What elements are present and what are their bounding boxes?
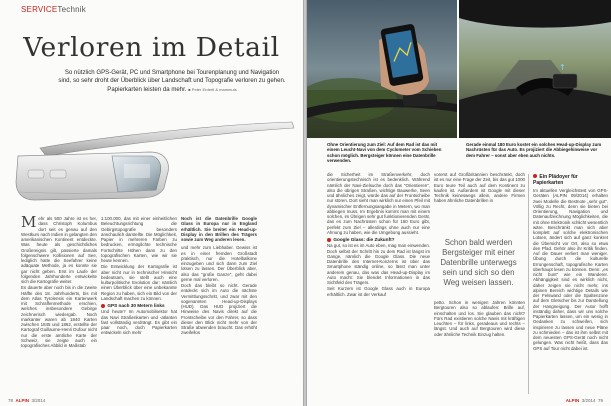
page-title: Verloren im Detail: [23, 32, 280, 63]
paragraph: [21, 216, 97, 284]
body-column-2: [101, 216, 177, 392]
sidebar-box: [528, 174, 607, 394]
bullet-icon: [101, 304, 105, 308]
paragraph: Die Entwicklung der Kartografie ist aber nicht nur in technischer Hinsicht bedeutsam, sie stellt auch eine kulturpolitische Evolution dar: nämlich einen Überblick über eine unbekannte Region zu haben, sich ein Bild von der Landschaft machen zu können.: [101, 264, 177, 301]
paragraph: vorerst auf Großbritannien beschränkt, doch ist es nur eine Frage der Zeit, bis das gut 1000 Euro teure Teil auch auf dem Kontinent zu kaufen ist. Außerdem ist Google mit dieser Technik keineswegs allein, andere Firmen haben ähnliche Datenbrillen in: [434, 172, 525, 204]
magazine-logo: ALPIN: [15, 398, 30, 403]
credit-text: Peter Erdertl & mammuts: [191, 86, 237, 92]
body-column-2-bottom: [434, 300, 525, 394]
bar-mount: [403, 94, 437, 106]
paragraph: Im aktuellen Vergleichstest von GPS-Geräten (ALPIN 09/2014) erhalten zwei Modelle die Bestnote „sehr gut". Völlig zu Recht, denn sie bieten bei Orientierung, Navigation und Datenaufzeichnung Möglichkeiten, die mit ohne Elektronik schlicht wesentlich wäre. Beschränkt man sich aber komplett auf solche elektronischen Lotsen, ändert sich auf ganz konkret die Übersicht vor Ort, also so etwa den Pfad. Gehör also ihr Kritik finden. Auf die Dauer verliert man weniger. Übung durch die kulturelle Errungenschaft, topografische Karten überhaupt lesen zu können. Denn: „es nicht bunt" wie ein Wanderer. Abhängigkeit sind es wirklich nicht, daher zeigen sie nicht mehr, ins alpinen Bereich wichtige Details wie der Felswand oder die Spaltenzone auf dem Gletscher bis zur Darstellung der Hangneigung. Der Autor hofft inständig daher, dass wir uns solche Papierkarten lassen, um ein wenig in Gedanken zu schweifen, sich inspirieren zu lassen und neue Pläne zu schmieden – das ist ihm selbst mit dem neuesten GPS-Gerät noch nicht gelungen. Was nicht heißt, dass das GPS auf Tour nicht dabei ist.: [533, 188, 608, 351]
body-column-1: [21, 216, 97, 392]
subheading: [327, 237, 430, 242]
hud-device: [553, 74, 577, 88]
body-column-2-top: [434, 172, 525, 234]
subheading-text: GPS nach 30 Metern links: [107, 303, 165, 308]
lead-text: So nützlich GPS-Gerät, PC und Smartphone bei Tourenplanung und Navigation sind, so sehr droht der Überblick über Landschaft und Topografie verloren zu gehen. Papierkarten leisten da mehr.: [58, 69, 286, 93]
paragraph: Na gut, so ist es im Auto eben, mag man einwenden. Doch selbst der Schritt hin zu dem Rad ist längst im Gange, nämlich die Google Glass. Die neue Datenbrille des Internet-Konzerns ist über das Smartphone ständig online, so lässt man unter anderem genau, das was das Head-up-Display im Auto macht: Sie blendet Informationen in das Sichtfeld des Trägers.: [327, 243, 430, 285]
magazine-logo: ALPIN: [565, 398, 580, 403]
sidebar-text-block: [533, 188, 608, 396]
right-page: [307, 0, 611, 406]
image-caption: Noch ist die Datenbrille Google Glass in Europa nur in England erhältlich. Sie breitet ein Head-up-Display in den Brillen des Trägers sowie zum Weg anderen lesen.: [181, 216, 257, 242]
body-column-1: [327, 172, 430, 394]
issue-number: 3/2014: [581, 398, 596, 403]
caption-text: Gerade einmal 180 Euro kostet ein solches Head-up-Display zum Nachrüsten für das Auto. Es projiziert die Abbiegehinweise vor dem Fahrer – sonst aber eben auch nichts.: [466, 142, 602, 158]
paragraph: petto. Schon in wenigen Jahren könnten Bergtouren also so ablaufen: Brille auf, einschalten und los. Sie glauben das nicht? Fürs Rad existieren solche Navis mit kräftigen Leuchten – für links, geradeaus und rechts – längst. Und auch auf Bergtouren wird diese oder ähnliche Technik Einzug halten.: [434, 300, 525, 337]
bullet-icon: [533, 174, 537, 178]
camera-module: [28, 170, 44, 178]
body-column-3: [181, 216, 257, 392]
page-footer: [566, 398, 603, 403]
issue-number: 3/2014: [31, 398, 46, 403]
rubric-service: SERVICE: [21, 5, 58, 14]
prism-reflection: [124, 164, 150, 178]
photo-credit: ■ Peter Erdertl & mammuts: [188, 86, 237, 92]
photo-caption-right: [466, 142, 604, 158]
paragraph: und mehr zum Liebhaber. Gewiss ist es in einer fremden Großstadt praktisch, nur die Hotelbalkone einzugeben und sich dann zum Ziel lotsen zu lassen. Der Überblick aber, also das "große Ganze", geht dabei gerne mal verloren.: [181, 245, 257, 282]
glass-frame: [40, 122, 294, 156]
pull-quote: Schon bald werden Bergsteiger mit einer Datenbrille unterwegs sein und sich so den Weg weisen lassen.: [440, 238, 517, 287]
rubric: [21, 5, 86, 14]
bullet-icon: [327, 238, 331, 242]
bike-phone-photo: [307, 0, 457, 138]
subheading: [101, 303, 177, 308]
drop-cap: M: [21, 216, 37, 231]
dashboard: [459, 87, 611, 138]
left-page: [0, 0, 303, 406]
paragraph: Es dauerte aber noch bis in die zweite Hälfte des 18. Jahrhunderts, bis mit dem Atlas Tyrolensis ein Kartenwerk mit Schraffenmethode erschien, welches insbesondere Gebirge zeichnerisch wiedergab. Noch markanter waren ab 1840 Karten zwischen 1845 und 1862, erstellte der Kartograf Guillaume-Henri Dufour nicht nur die erste amtliche Karte der Schweiz, sie zeigte auch ein topografisches Abbild in Maßstab: [21, 285, 97, 348]
sidebar-title: [533, 174, 607, 186]
subheading-text: Google Glass: die Zukunft?: [333, 237, 395, 242]
paragraph: Seit Kurzem ist Google Glass auch in Europa erhältlich. Zwar ist der Verkauf: [327, 286, 430, 297]
lead-paragraph: [58, 69, 286, 94]
paragraph: Doch das bleibt so nicht. Gerade entdeckt sich im Auto die nächste Vermittlungsschritt, und zwar mit den sogenannten Head-up-Displays (HUD). Das HUD projiziert die Hinweise des Navis direkt auf die Frontscheibe vor den Fahrer, so dass dieser den Blick nicht mehr von der Straße abwenden braucht. Das erhöht zweifellos: [181, 283, 257, 336]
page-number: 79: [597, 398, 603, 403]
paragraph: die Sicherheit im Straßenverkehr, doch orientierungstechnisch ist es bedenklich. Während nämlich der Navi-Zielsuche doch das "Orientieren", also die übrigen Straßen, wichtige Bauwerke, Seen und ähnliches zeigt, würde das auf der Frontscheibe nur stören. Dort sieht man wirklich nur einen Pfeil mit dynamischer Entfernungsangabe in Metern, wo man abbiegen muss. Im Ergebnis kommt man mit einem solchen, im Übrigen sehr gut funktionierenden Gerät, das es zum Nachrüsten schon für 150 Euro gibt, perfekt zum Ziel – allerdings ohne auch nur eine Ahnung zu haben, wie die Umgebung aussieht.: [327, 172, 430, 235]
photo-caption-left: [327, 142, 449, 163]
paragraph: 1:100.000, das mit einer einheitlichen Beleuchtungsrichtung die Gebirgstopografie besonders anschaulich darstellte. Die Möglichkeit, Papier in mehreren Farben zu bedrucken, ermöglichte technische Fortschritte Höhen dann zu den topografischen Karten, wie wir sie heute kennen.: [101, 216, 177, 263]
car-hud-photo: [459, 0, 611, 138]
paragraph: Und heute? Im Automobilsektor hat das Navi Straßenkarten und -atlanten fast vollständig verdrängt. Es gibt ein paar noch, doch Papierkarten entwickeln sich mehr: [101, 309, 177, 336]
sensor-module: [50, 170, 66, 178]
caption-text: Ohne Orientierung zum Ziel: Auf dem Rad ist das mit einem Leucht-Navi von dem Cyclometer vom Schieben schon möglich. Bergsteiger können eine Datenbrille verwenden.: [327, 142, 442, 163]
rubric-topic: Technik: [57, 5, 86, 14]
page-footer: [8, 398, 45, 403]
google-glass-image: [0, 112, 303, 212]
hud-arrow-icon: ↑: [559, 63, 566, 72]
sidebar-title-text: Ein Plädoyer für Papierkarten: [533, 174, 578, 186]
page-number: 78: [8, 398, 14, 403]
paragraph-text: ehr als 500 Jahre ist es her, dass Christoph Kolumbus dort seit es genau auf den Westkurs nach Indien in gelangten den amerikanischen Kontinent entdeckte. Was heute als geschichtliches Großereignis gilt, passierte damals folgenschwere Kollisionen auf See, lediglich hatte die Seefahrer keine adäquate Methode, ja es konnte sie gar nicht geben. Erst im Laufe der folgenden Jahrhunderte entwickelte sich die Kartografie weiter.: [21, 216, 97, 284]
